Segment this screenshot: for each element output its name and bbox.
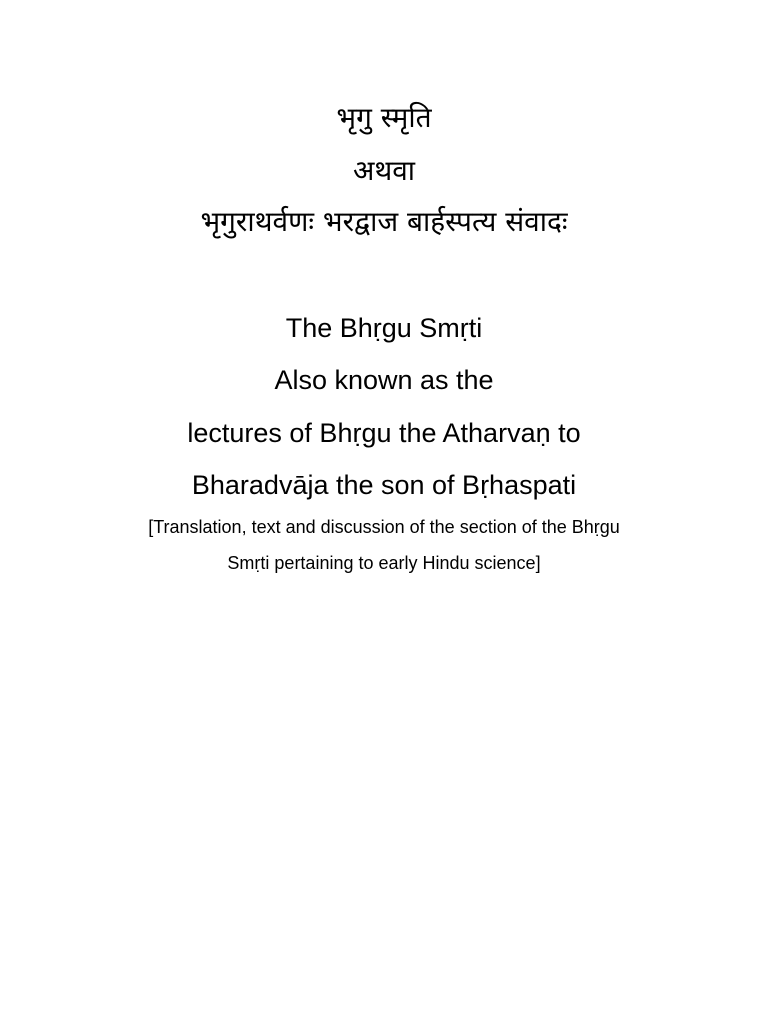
- sanskrit-conjunction: अथवा: [352, 154, 416, 187]
- subtitle-line-2: Smṛti pertaining to early Hindu science]: [227, 553, 541, 573]
- sanskrit-title: भृगु स्मृति: [336, 101, 432, 134]
- english-line-4: Bharadvāja the son of Bṛhaspati: [191, 470, 577, 500]
- english-line-2: Also known as the: [274, 365, 494, 395]
- english-title: The Bhṛgu Smṛti: [285, 313, 483, 343]
- sanskrit-subtitle: भृगुराथर्वणः भरद्वाज बार्हस्पत्य संवादः: [200, 205, 568, 238]
- english-line-3: lectures of Bhṛgu the Atharvaṇ to: [187, 418, 581, 448]
- subtitle-line-1: [Translation, text and discussion of the section of the Bhṛgu: [148, 517, 620, 537]
